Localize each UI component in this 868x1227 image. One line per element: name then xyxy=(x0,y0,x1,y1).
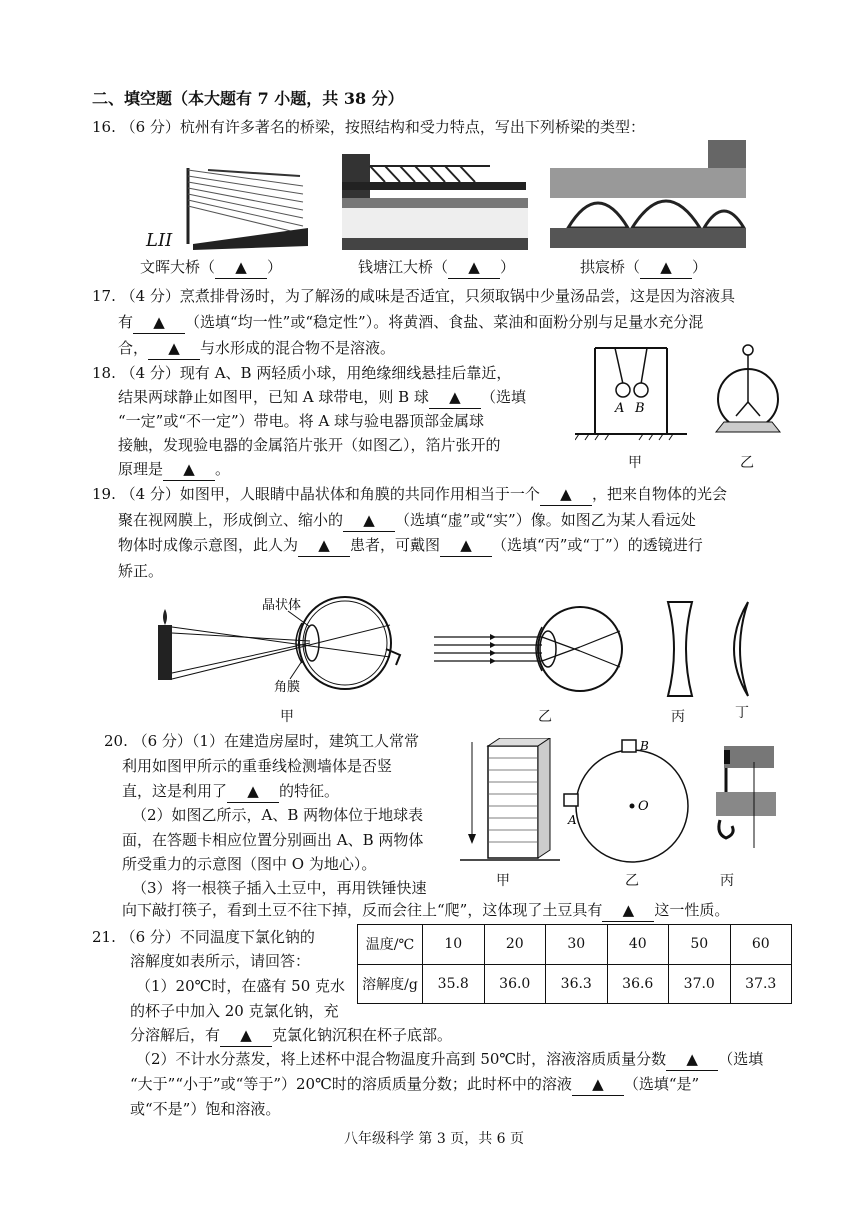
q17-text: 合， xyxy=(118,339,149,357)
eye-label-cornea: 角膜 xyxy=(274,680,301,695)
q21-line1: 21. （6 分）不同温度下氯化钠的 xyxy=(92,928,315,946)
q19-text: ，把来自物体的光会 xyxy=(591,485,727,503)
table-cell: 10 xyxy=(423,925,485,965)
section-title: 二、填空题（本大题有 7 小题，共 38 分） xyxy=(92,89,404,108)
q19-blank-3[interactable]: ▲ xyxy=(298,534,350,557)
table-cell: 40 xyxy=(607,925,669,965)
table-cell: 37.3 xyxy=(730,964,792,1004)
q20-line2: 利用如图甲所示的重垂线检测墙体是否竖 xyxy=(122,757,393,775)
q16-bridge1-end: ） xyxy=(267,258,283,276)
q19-blank-1[interactable]: ▲ xyxy=(540,483,592,506)
q17-blank-1[interactable]: ▲ xyxy=(133,311,185,334)
q21-text: 克氯化钠沉积在杯子底部。 xyxy=(272,1026,453,1044)
table-cell: 37.0 xyxy=(669,964,731,1004)
q21-blank-1[interactable]: ▲ xyxy=(220,1024,272,1047)
table-cell: 36.3 xyxy=(546,964,608,1004)
table-cell: 20 xyxy=(484,925,546,965)
q18-text: 结果两球静止如图甲，已知 A 球带电，则 B 球 xyxy=(118,388,429,406)
q18-blank-2[interactable]: ▲ xyxy=(163,458,215,481)
q21-line6 xyxy=(136,1048,763,1071)
q20-line8 xyxy=(122,899,729,922)
q19-line1 xyxy=(92,483,727,506)
q16-answer-3 xyxy=(580,256,707,279)
q21-blank-3[interactable]: ▲ xyxy=(572,1073,624,1096)
q19-caption-yi: 乙 xyxy=(538,709,552,725)
q17-line2 xyxy=(118,311,703,334)
q20-figure-jia-wall xyxy=(460,738,560,868)
bridge-photo-wenhui xyxy=(118,146,308,250)
q16-answer-1 xyxy=(140,256,282,279)
table-cell: 36.6 xyxy=(607,964,669,1004)
q19-text: 聚在视网膜上，形成倒立、缩小的 xyxy=(118,511,344,529)
q20-line3 xyxy=(122,780,339,803)
q18-figure-yi-electroscope xyxy=(708,344,788,440)
q20-line7: （3）将一根筷子插入土豆中，再用铁锤快速 xyxy=(132,879,427,897)
q18-line2 xyxy=(118,386,526,409)
q21-line7 xyxy=(130,1073,699,1096)
table-row xyxy=(358,964,792,1004)
earth-label-a: A xyxy=(568,813,577,827)
q21-text: “大于”“小于”或“等于”）20℃时的溶质质量分数；此时杯中的溶液 xyxy=(130,1075,572,1093)
q19-line2 xyxy=(118,509,696,532)
q21-line2: 溶解度如表所示，请回答： xyxy=(130,952,311,970)
q20-text: 的特征。 xyxy=(279,782,340,800)
q20-caption-yi: 乙 xyxy=(625,873,639,889)
bridge-photo-text: LII xyxy=(146,230,173,250)
q19-text: 19. （4 分）如图甲，人眼睛中晶状体和角膜的共同作用相当于一个 xyxy=(92,485,540,503)
q16-blank-2[interactable]: ▲ xyxy=(448,256,500,279)
q20-blank-1[interactable]: ▲ xyxy=(227,780,279,803)
q18-text: （选填 xyxy=(480,388,526,406)
q17-blank-2[interactable]: ▲ xyxy=(148,337,200,360)
q19-text: （选填“丙”或“丁”）的透镜进行 xyxy=(492,536,703,554)
q21-line8: 或“不是”）饱和溶液。 xyxy=(130,1100,281,1118)
q20-text: 向下敲打筷子，看到土豆不往下掉，反而会往上“爬”，这体现了土豆具有 xyxy=(122,901,603,919)
table-cell: 60 xyxy=(730,925,792,965)
q17-text: 有 xyxy=(118,313,134,331)
q18-caption-yi: 乙 xyxy=(740,455,754,471)
table-header-solubility: 溶解度/g xyxy=(358,964,423,1004)
q21-line4: 的杯子中加入 20 克氯化钠，充 xyxy=(130,1002,339,1020)
bridge-photo-gongchen xyxy=(548,138,746,250)
q19-figure-jia-eye xyxy=(150,595,420,700)
q16-bridge2-name: 钱塘江大桥（ xyxy=(358,258,449,276)
q21-text: 分溶解后，有 xyxy=(130,1026,221,1044)
q19-line4: 矫正。 xyxy=(118,562,164,580)
q16-blank-1[interactable]: ▲ xyxy=(215,256,267,279)
q20-figure-yi-earth xyxy=(560,734,700,868)
q16-bridge3-end: ） xyxy=(692,258,708,276)
q16-bridge1-name: 文晖大桥（ xyxy=(140,258,216,276)
q19-figure-bing-concave-lens xyxy=(662,600,698,698)
q21-text: （选填 xyxy=(718,1050,764,1068)
table-cell: 35.8 xyxy=(423,964,485,1004)
q21-line3: （1）20℃时，在盛有 50 克水 xyxy=(136,977,346,995)
q19-blank-2[interactable]: ▲ xyxy=(343,509,395,532)
q20-line6: 所受重力的示意图（图中 O 为地心）。 xyxy=(122,855,377,873)
q20-caption-bing: 丙 xyxy=(720,873,734,889)
q21-blank-2[interactable]: ▲ xyxy=(666,1048,718,1071)
q19-line3 xyxy=(118,534,703,557)
q19-text: 物体时成像示意图，此人为 xyxy=(118,536,299,554)
q19-text: 患者，可戴图 xyxy=(350,536,441,554)
q20-line4: （2）如图乙所示，A、B 两物体位于地球表 xyxy=(132,806,424,824)
q18-figure-jia-balls xyxy=(575,344,687,444)
q18-caption-jia: 甲 xyxy=(628,455,642,471)
q21-text: （选填“是” xyxy=(623,1075,700,1093)
q19-figure-ding-convex-lens xyxy=(718,600,758,698)
eye-label-lens: 晶状体 xyxy=(262,598,302,613)
q20-caption-jia: 甲 xyxy=(496,873,510,889)
q18-line3: “一定”或“不一定”）带电。将 A 球与验电器顶部金属球 xyxy=(118,412,485,430)
earth-label-b: B xyxy=(640,739,649,753)
bridge-photo-qiantang xyxy=(340,146,528,250)
page-footer: 八年级科学 第 3 页，共 6 页 xyxy=(343,1131,525,1147)
q20-figure-bing-hammer xyxy=(710,742,782,854)
q19-caption-jia: 甲 xyxy=(280,709,294,725)
table-header-temp: 温度/℃ xyxy=(358,925,423,965)
ball-label-a: A xyxy=(615,401,625,416)
table-cell: 50 xyxy=(669,925,731,965)
q19-text: （选填“虚”或“实”）像。如图乙为某人看远处 xyxy=(395,511,696,529)
solubility-table xyxy=(357,924,792,1004)
q21-line5 xyxy=(130,1024,452,1047)
q20-text: 直，这是利用了 xyxy=(122,782,228,800)
q18-line4: 接触，发现验电器的金属箔片张开（如图乙），箔片张开的 xyxy=(118,436,501,454)
q18-line1: 18. （4 分）现有 A、B 两轻质小球，用绝缘细线悬挂后靠近， xyxy=(92,364,512,382)
ball-label-b: B xyxy=(635,401,645,416)
q17-text: （选填“均一性”或“稳定性”）。将黄酒、食盐、菜油和面粉分别与足量水充分混 xyxy=(185,313,704,331)
q16-bridge2-end: ） xyxy=(500,258,516,276)
q19-caption-ding: 丁 xyxy=(735,705,749,721)
q18-text: 原理是 xyxy=(118,460,164,478)
q16-answer-2 xyxy=(358,256,515,279)
q21-text: （2）不计水分蒸发，将上述杯中混合物温度升高到 50℃时，溶液溶质质量分数 xyxy=(136,1050,667,1068)
table-cell: 36.0 xyxy=(484,964,546,1004)
q20-blank-2[interactable]: ▲ xyxy=(602,899,654,922)
q19-caption-bing: 丙 xyxy=(671,709,685,725)
q20-text: 这一性质。 xyxy=(654,901,730,919)
q17-text: 与水形成的混合物不是溶液。 xyxy=(200,339,396,357)
q18-line5 xyxy=(118,458,230,481)
q19-figure-yi-eye-diagram xyxy=(430,605,630,695)
q16-blank-3[interactable]: ▲ xyxy=(640,256,692,279)
q18-blank-1[interactable]: ▲ xyxy=(429,386,481,409)
q18-text: 。 xyxy=(215,460,231,478)
q20-line5: 面，在答题卡相应位置分别画出 A、B 两物体 xyxy=(122,831,424,849)
table-cell: 30 xyxy=(546,925,608,965)
q17-line1: 17. （4 分）烹煮排骨汤时，为了解汤的咸味是否适宜，只须取锅中少量汤品尝，这是因为溶液具 xyxy=(92,287,735,305)
q20-line1: 20. （6 分）（1）在建造房屋时，建筑工人常常 xyxy=(104,732,419,750)
q16-bridge3-name: 拱宸桥（ xyxy=(580,258,641,276)
q16-stem: 16. （6 分）杭州有许多著名的桥梁，按照结构和受力特点，写出下列桥梁的类型： xyxy=(92,118,645,136)
earth-label-o: O xyxy=(638,799,649,814)
q17-line3 xyxy=(118,337,395,360)
table-row xyxy=(358,925,792,965)
q19-blank-4[interactable]: ▲ xyxy=(440,534,492,557)
